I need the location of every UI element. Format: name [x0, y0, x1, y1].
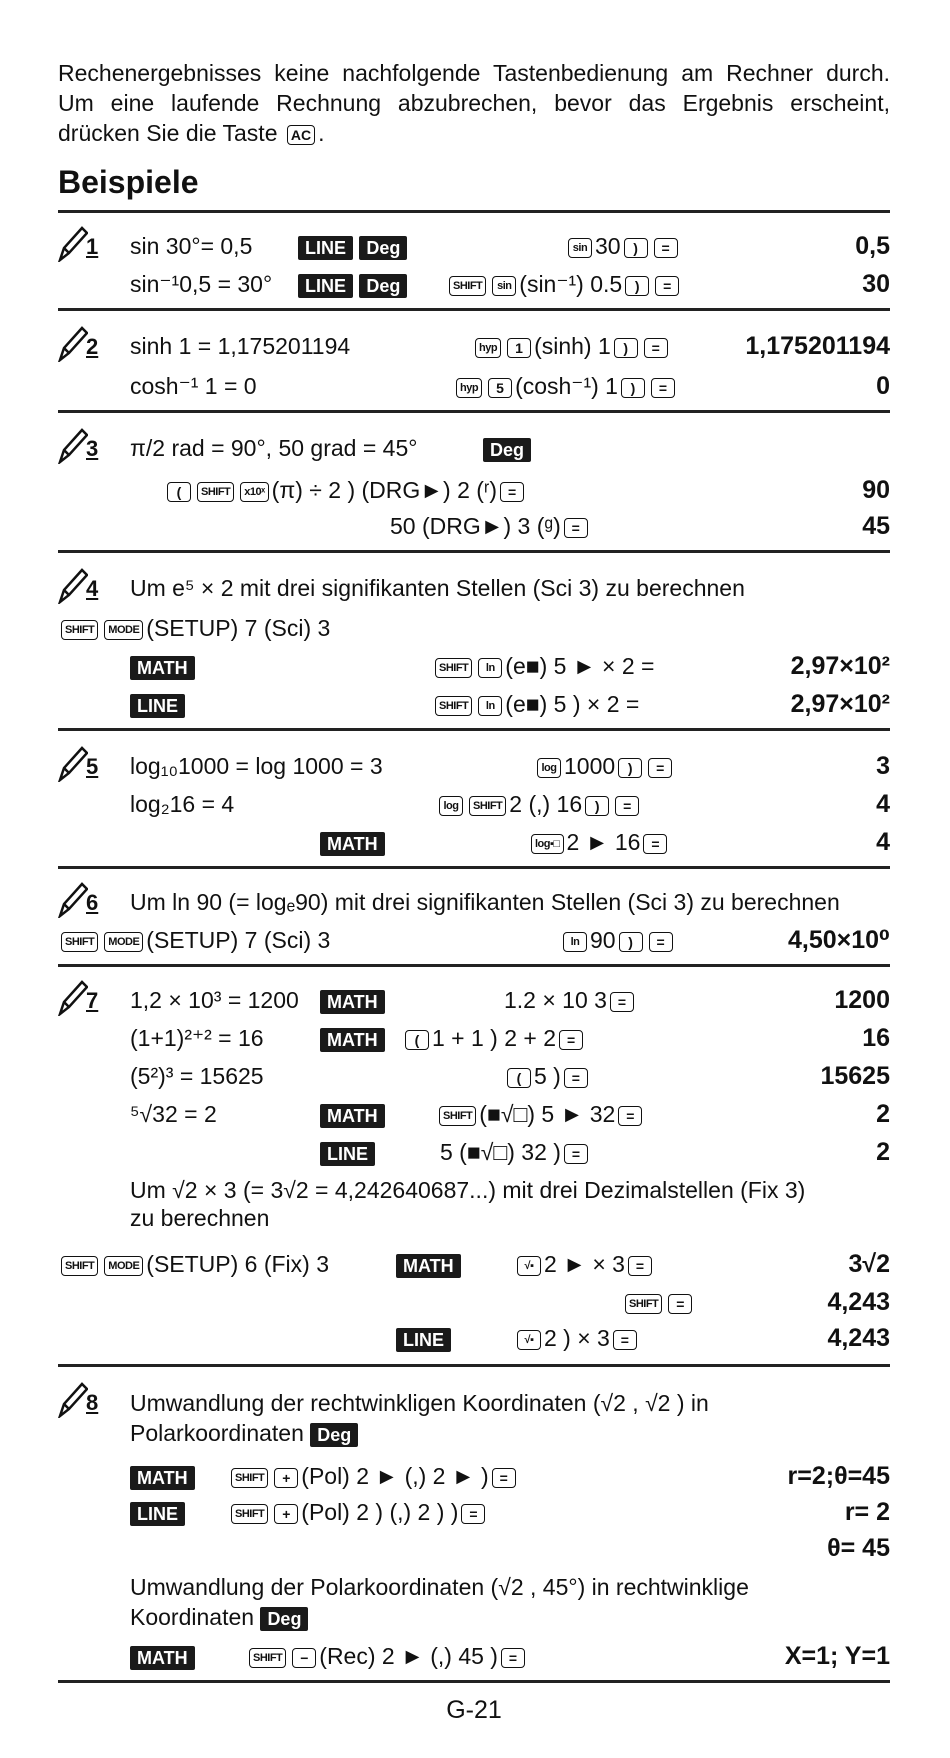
deg-badge: Deg: [359, 236, 407, 260]
ex1-badges-a: [298, 232, 407, 260]
logab-key: log▪□: [531, 834, 564, 854]
line-badge: LINE: [298, 274, 353, 298]
ex3-result-b: 45: [862, 512, 890, 540]
equals-key: =: [643, 834, 667, 854]
ln-key: ln: [478, 696, 502, 716]
ex7-keys-d: SHIFT (■√□) 5 ► 32 =: [436, 1100, 645, 1128]
key-1: 1: [507, 338, 531, 358]
ex3-result-a: 90: [862, 476, 890, 504]
ex7-badge-b: [320, 1024, 385, 1052]
line-badge: LINE: [396, 1328, 451, 1352]
ex7-keys-h: √▪ 2 ) × 3 =: [514, 1324, 640, 1352]
divider: [58, 308, 890, 311]
close-paren-key: ): [614, 338, 638, 358]
equals-key: =: [559, 1030, 583, 1050]
ex4-setup: SHIFT MODE (SETUP) 7 (Sci) 3: [58, 614, 330, 642]
shift-key: SHIFT: [435, 696, 472, 716]
ex7-badge-f: [396, 1250, 461, 1278]
ex5-formula-b: log₂16 = 4: [130, 791, 235, 817]
ex6-result-a: 4,50×10⁰: [787, 926, 890, 954]
math-badge: MATH: [320, 990, 385, 1014]
ex7-result-e: 2: [876, 1138, 890, 1166]
example-number: 2: [86, 334, 99, 359]
equals-key: =: [628, 1256, 652, 1276]
equals-key: =: [500, 482, 524, 502]
line-badge: LINE: [298, 236, 353, 260]
ex3-formula-a: π/2 rad = 90°, 50 grad = 45°: [130, 435, 418, 461]
ex7-result-b: 16: [862, 1024, 890, 1052]
ex4-badge-a: [130, 652, 195, 680]
ex7-result-c: 15625: [820, 1062, 890, 1090]
shift-key: SHIFT: [625, 1294, 662, 1314]
shift-key: SHIFT: [231, 1504, 268, 1524]
ex5-formula-a: log₁₀1000 = log 1000 = 3: [130, 753, 383, 779]
ex8-badge-b: [130, 1498, 185, 1526]
sqrt-key: √▪: [517, 1330, 541, 1350]
plus-key: +: [274, 1468, 298, 1488]
close-paren-key: ): [624, 238, 648, 258]
equals-key: =: [654, 238, 678, 258]
example-number: 6: [86, 890, 99, 915]
mode-key: MODE: [104, 932, 143, 952]
ex7-badge-d: [320, 1100, 385, 1128]
equals-key: =: [668, 1294, 692, 1314]
key-5: 5: [488, 378, 512, 398]
ex2-result-a: 1,175201194: [745, 332, 890, 360]
close-paren-key: ): [618, 758, 642, 778]
shift-key: SHIFT: [435, 658, 472, 678]
ex4-result-b: 2,97×10²: [790, 690, 890, 718]
ex8-badge-a: [130, 1462, 195, 1490]
example-number: 4: [86, 576, 99, 601]
line-badge: LINE: [320, 1142, 375, 1166]
ln-key: ln: [563, 932, 587, 952]
ex2-result-b: 0: [876, 372, 890, 400]
math-badge: MATH: [396, 1254, 461, 1278]
ex7-result-a: 1200: [834, 986, 890, 1014]
ex7-result-g: 4,243: [827, 1288, 890, 1316]
ex8-keys-b: SHIFT + (Pol) 2 ) (,) 2 ) ) =: [228, 1498, 488, 1526]
open-paren-key: (: [405, 1030, 429, 1050]
example-number: 8: [86, 1390, 99, 1415]
equals-key: =: [651, 378, 675, 398]
ex6-setup: SHIFT MODE (SETUP) 7 (Sci) 3: [58, 926, 330, 954]
ex5-result-c: 4: [876, 828, 890, 856]
ex7-keys-e: 5 (■√□) 32 ) =: [440, 1138, 591, 1166]
ex7-keys-c: ( 5 ) =: [504, 1062, 591, 1090]
ex2-formula-b: cosh⁻¹ 1 = 0: [130, 373, 257, 399]
divider: [58, 964, 890, 967]
ex8-badge-c: [130, 1642, 195, 1670]
ex2-keys-a: hyp 1 (sinh) 1 ) =: [472, 332, 671, 360]
pencil-icon: [58, 326, 113, 362]
equals-key: =: [564, 518, 588, 538]
ln-key: ln: [478, 658, 502, 678]
ex5-keys-c: log▪□ 2 ► 16 =: [528, 828, 670, 856]
divider: [58, 210, 890, 213]
ex7-result-h: 4,243: [827, 1324, 890, 1352]
ex8-result-d: X=1; Y=1: [784, 1642, 890, 1670]
shift-key: SHIFT: [231, 1468, 268, 1488]
ex4-keys-a: SHIFT ln (e■) 5 ► × 2 =: [432, 652, 654, 680]
divider: [58, 550, 890, 553]
close-paren-key: ): [585, 796, 609, 816]
line-badge: LINE: [130, 694, 185, 718]
pencil-icon: [58, 428, 113, 464]
math-badge: MATH: [130, 1466, 195, 1490]
deg-badge: Deg: [359, 274, 407, 298]
pencil-icon: [58, 882, 113, 918]
equals-key: =: [461, 1504, 485, 1524]
ex7-result-f: 3√2: [848, 1250, 890, 1278]
sin-key: sin: [492, 276, 516, 296]
ex1-result-b: 30: [862, 270, 890, 298]
equals-key: =: [618, 1106, 642, 1126]
equals-key: =: [613, 1330, 637, 1350]
ex5-result-b: 4: [876, 790, 890, 818]
ex8-result-b: r= 2: [844, 1498, 890, 1526]
section-heading: Beispiele: [58, 164, 199, 200]
pencil-icon: [58, 1382, 113, 1418]
ex3-keys-b: 50 (DRG►) 3 (ᵍ) =: [390, 512, 591, 540]
shift-key: SHIFT: [449, 276, 486, 296]
divider: [58, 866, 890, 869]
shift-key: SHIFT: [439, 1106, 476, 1126]
mode-key: MODE: [104, 620, 143, 640]
math-badge: MATH: [320, 1028, 385, 1052]
ex8-result-a: r=2;θ=45: [787, 1462, 890, 1490]
ex7-result-d: 2: [876, 1100, 890, 1128]
sin-key: sin: [568, 238, 592, 258]
equals-key: =: [655, 276, 679, 296]
shift-key: SHIFT: [61, 1256, 98, 1276]
ex1-formula-b: sin⁻¹0,5 = 30°: [130, 271, 273, 297]
x10-key: x10ˣ: [240, 482, 268, 502]
ex8-text-b: Umwandlung der Polarkoordinaten (√2 , 45°) in rechtwinklige Koordinaten Deg: [130, 1574, 749, 1630]
ex3-keys-a: ( SHIFT x10ˣ (π) ÷ 2 ) (DRG►) 2 (ʳ) =: [164, 476, 527, 504]
sqrt-key: √▪: [517, 1256, 541, 1276]
ex7-text: Um √2 × 3 (= 3√2 = 4,242640687...) mit drei Dezimalstellen (Fix 3) zu berechnen: [130, 1177, 806, 1231]
plus-key: +: [274, 1504, 298, 1524]
ex5-keys-a: log 1000 ) =: [534, 752, 675, 780]
close-paren-key: ): [621, 378, 645, 398]
ex7-formula-b: (1+1)²⁺² = 16: [130, 1025, 264, 1051]
ex8-keys-a: SHIFT + (Pol) 2 ► (,) 2 ► ) =: [228, 1462, 519, 1490]
mode-key: MODE: [104, 1256, 143, 1276]
equals-key: =: [644, 338, 668, 358]
pencil-icon: [58, 568, 113, 604]
math-badge: MATH: [320, 832, 385, 856]
equals-key: =: [648, 758, 672, 778]
open-paren-key: (: [167, 482, 191, 502]
ex5-keys-b: log SHIFT 2 (,) 16 ) =: [436, 790, 642, 818]
shift-key: SHIFT: [249, 1648, 286, 1668]
math-badge: MATH: [130, 1646, 195, 1670]
ac-key: AC: [287, 125, 315, 145]
ex6-keys-a: ln 90 ) =: [560, 926, 676, 954]
deg-badge: Deg: [260, 1607, 308, 1631]
close-paren-key: ): [625, 276, 649, 296]
ex6-text: Um ln 90 (= logₑ90) mit drei signifikanten Stellen (Sci 3) zu berechnen: [130, 889, 840, 915]
ex7-formula-d: ⁵√32 = 2: [130, 1101, 217, 1127]
ex4-result-a: 2,97×10²: [790, 652, 890, 680]
minus-key: −: [292, 1648, 316, 1668]
ex4-text: Um e⁵ × 2 mit drei signifikanten Stellen (Sci 3) zu berechnen: [130, 575, 745, 601]
ex1-keys-b: SHIFT sin (sin⁻¹) 0.5 ) =: [446, 270, 682, 298]
page-number: G-21: [446, 1696, 502, 1724]
math-badge: MATH: [130, 656, 195, 680]
open-paren-key: (: [507, 1068, 531, 1088]
ex4-badge-b: [130, 690, 185, 718]
divider: [58, 1680, 890, 1683]
ex7-keys-f: √▪ 2 ► × 3 =: [514, 1250, 655, 1278]
log-key: log: [439, 796, 463, 816]
ex8-keys-c: SHIFT − (Rec) 2 ► (,) 45 ) =: [246, 1642, 528, 1670]
pencil-icon: [58, 746, 113, 782]
hyp-key: hyp: [475, 338, 501, 358]
log-key: log: [537, 758, 561, 778]
pencil-icon: [58, 226, 113, 262]
equals-key: =: [615, 796, 639, 816]
ex1-keys-a: sin 30 ) =: [565, 232, 681, 260]
shift-key: SHIFT: [197, 482, 234, 502]
hyp-key: hyp: [456, 378, 482, 398]
intro-paragraph: Rechenergebnisses keine nachfolgende Tastenbedienung am Rechner durch. Um eine laufende Rechnung abzubrechen, bevor das Ergebnis erscheint, drücken Sie die Taste AC .: [58, 60, 890, 146]
equals-key: =: [492, 1468, 516, 1488]
ex3-badge: [483, 434, 531, 462]
deg-badge: Deg: [310, 1423, 358, 1447]
ex8-result-c: θ= 45: [827, 1534, 890, 1562]
ex2-keys-b: hyp 5 (cosh⁻¹) 1 ) =: [453, 372, 678, 400]
ex2-formula-a: sinh 1 = 1,175201194: [130, 333, 351, 359]
manual-page: [58, 0, 890, 1758]
example-number: 7: [86, 988, 99, 1013]
line-badge: LINE: [130, 1502, 185, 1526]
ex5-result-a: 3: [876, 752, 890, 780]
ex8-text-a: Umwandlung der rechtwinkligen Koordinaten (√2 , √2 ) in Polarkoordinaten Deg: [130, 1390, 709, 1446]
equals-key: =: [610, 992, 634, 1012]
ex1-formula-a: sin 30°= 0,5: [130, 233, 253, 259]
example-number: 5: [86, 754, 99, 779]
example-number: 1: [86, 234, 99, 259]
math-badge: MATH: [320, 1104, 385, 1128]
equals-key: =: [501, 1648, 525, 1668]
ex7-formula-a: 1,2 × 10³ = 1200: [130, 987, 299, 1013]
ex1-badges-b: [298, 270, 407, 298]
close-paren-key: ): [619, 932, 643, 952]
divider: [58, 410, 890, 413]
ex7-badge-a: [320, 986, 385, 1014]
divider: [58, 728, 890, 731]
divider: [58, 1364, 890, 1367]
equals-key: =: [564, 1068, 588, 1088]
deg-badge: Deg: [483, 438, 531, 462]
equals-key: =: [564, 1144, 588, 1164]
shift-key: SHIFT: [61, 620, 98, 640]
ex7-formula-c: (5²)³ = 15625: [130, 1063, 264, 1089]
ex7-keys-b: ( 1 + 1 ) 2 + 2 =: [402, 1024, 586, 1052]
example-number: 3: [86, 436, 99, 461]
ex5-badge: [320, 828, 385, 856]
ex7-keys-a: 1.2 × 10 3 =: [504, 986, 637, 1014]
shift-key: SHIFT: [61, 932, 98, 952]
shift-key: SHIFT: [469, 796, 506, 816]
ex7-badge-h: [396, 1324, 451, 1352]
ex7-setup: SHIFT MODE (SETUP) 6 (Fix) 3: [58, 1250, 329, 1278]
ex7-badge-e: [320, 1138, 375, 1166]
ex4-keys-b: SHIFT ln (e■) 5 ) × 2 =: [432, 690, 639, 718]
ex1-result-a: 0,5: [855, 232, 890, 260]
equals-key: =: [649, 932, 673, 952]
intro-text: Rechenergebnisses keine nachfolgende Tastenbedienung am Rechner durch. Um eine laufende Rechnung abzubrechen, bevor das Ergebnis erscheint, drücken Sie die Taste: [58, 60, 890, 146]
ex7-keys-g: [622, 1288, 695, 1316]
pencil-icon: [58, 980, 113, 1016]
